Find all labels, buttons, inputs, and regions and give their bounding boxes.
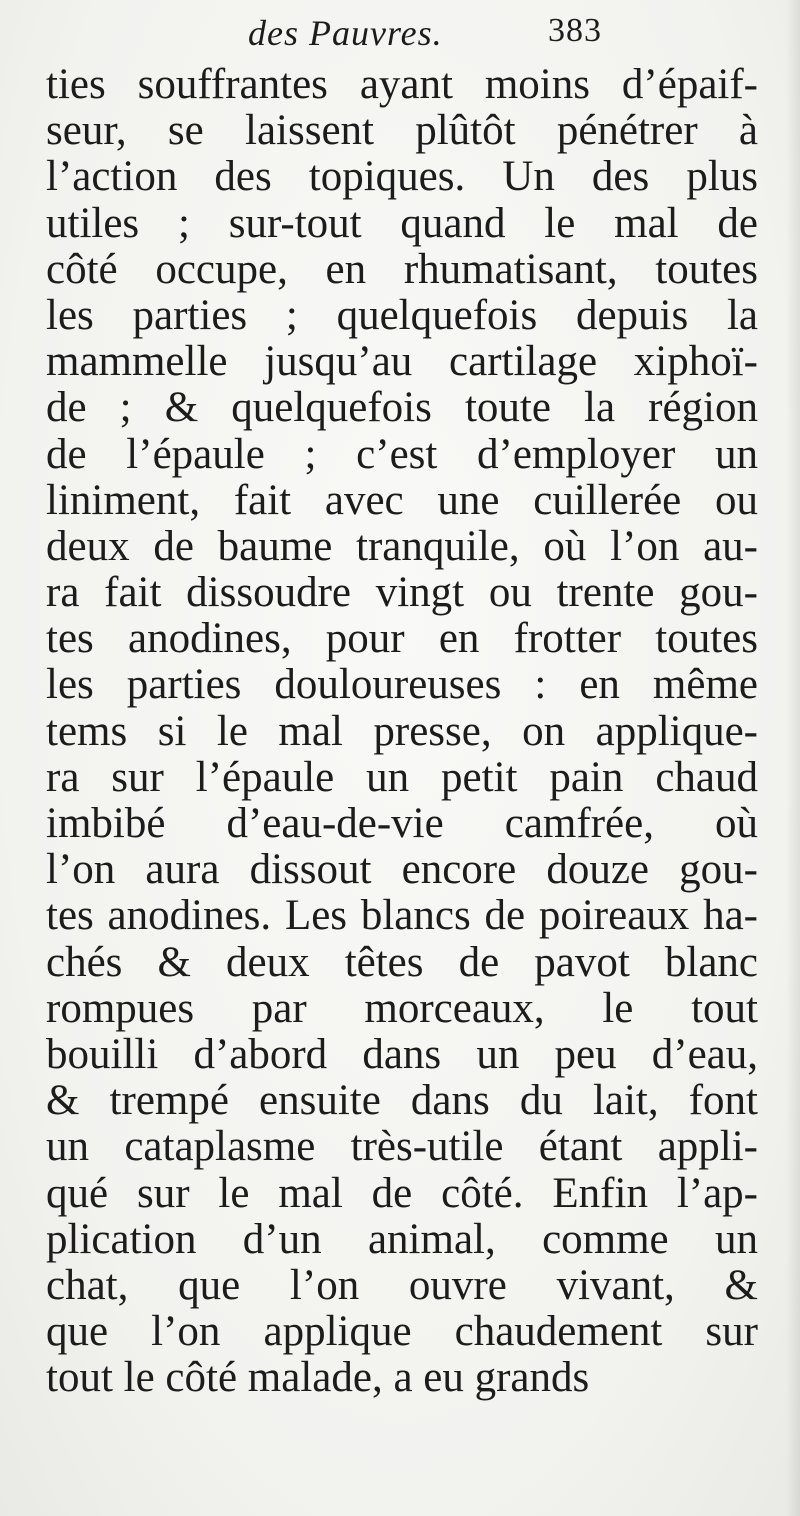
text-line: ra sur l’épaule un petit pain chaud xyxy=(46,754,758,801)
text-line: ra fait dissoudre vingt ou trente gou- xyxy=(46,570,758,617)
text-line: tout le côté malade, a eu grands xyxy=(46,1355,590,1402)
text-line: & trempé ensuite dans du lait, font xyxy=(46,1078,758,1125)
running-head-title: des Pauvres. xyxy=(248,13,443,53)
text-line: qué sur le mal de côté. Enfin l’ap- xyxy=(46,1170,758,1217)
text-line: tes anodines. Les blancs de poireaux ha- xyxy=(46,893,758,940)
text-line: rompues par morceaux, le tout xyxy=(46,985,758,1032)
text-line: liniment, fait avec une cuillerée ou xyxy=(46,477,758,524)
text-line: utiles ; sur-tout quand le mal de xyxy=(46,200,758,247)
text-line: un cataplasme très-utile étant appli- xyxy=(46,1124,758,1171)
text-line: tems si le mal presse, on applique- xyxy=(46,708,758,755)
text-line: deux de baume tranquile, où l’on au- xyxy=(46,523,758,570)
text-line: ties souffrantes ayant moins d’épaif- xyxy=(46,62,758,108)
text-line: seur, se laissent plûtôt pénétrer à xyxy=(46,108,758,155)
page-number: 383 xyxy=(548,12,602,49)
text-line: de l’épaule ; c’est d’employer un xyxy=(46,431,758,478)
text-line: plication d’un animal, comme un xyxy=(46,1216,758,1263)
text-line: que l’on applique chaudement sur xyxy=(46,1309,758,1356)
text-line: bouilli d’abord dans un peu d’eau, xyxy=(46,1031,758,1078)
body-text xyxy=(46,62,758,1401)
text-line: côté occupe, en rhumatisant, toutes xyxy=(46,246,758,293)
text-line: chés & deux têtes de pavot blanc xyxy=(46,939,758,986)
text-line: chat, que l’on ouvre vivant, & xyxy=(46,1262,758,1309)
text-line: imbibé d’eau-de-vie camfrée, où xyxy=(46,801,758,847)
text-line: de ; & quelquefois toute la région xyxy=(46,385,758,432)
text-line: l’on aura dissout encore douze gou- xyxy=(46,847,758,894)
text-line: les parties ; quelquefois depuis la xyxy=(46,292,758,339)
text-line: l’action des topiques. Un des plus xyxy=(46,154,758,201)
page-edge-shadow xyxy=(786,0,800,1516)
text-line: tes anodines, pour en frotter toutes xyxy=(46,616,758,663)
text-line: mammelle jusqu’au cartilage xiphoï- xyxy=(46,339,758,386)
running-head xyxy=(0,12,800,52)
text-line: les parties douloureuses : en même xyxy=(46,662,758,709)
